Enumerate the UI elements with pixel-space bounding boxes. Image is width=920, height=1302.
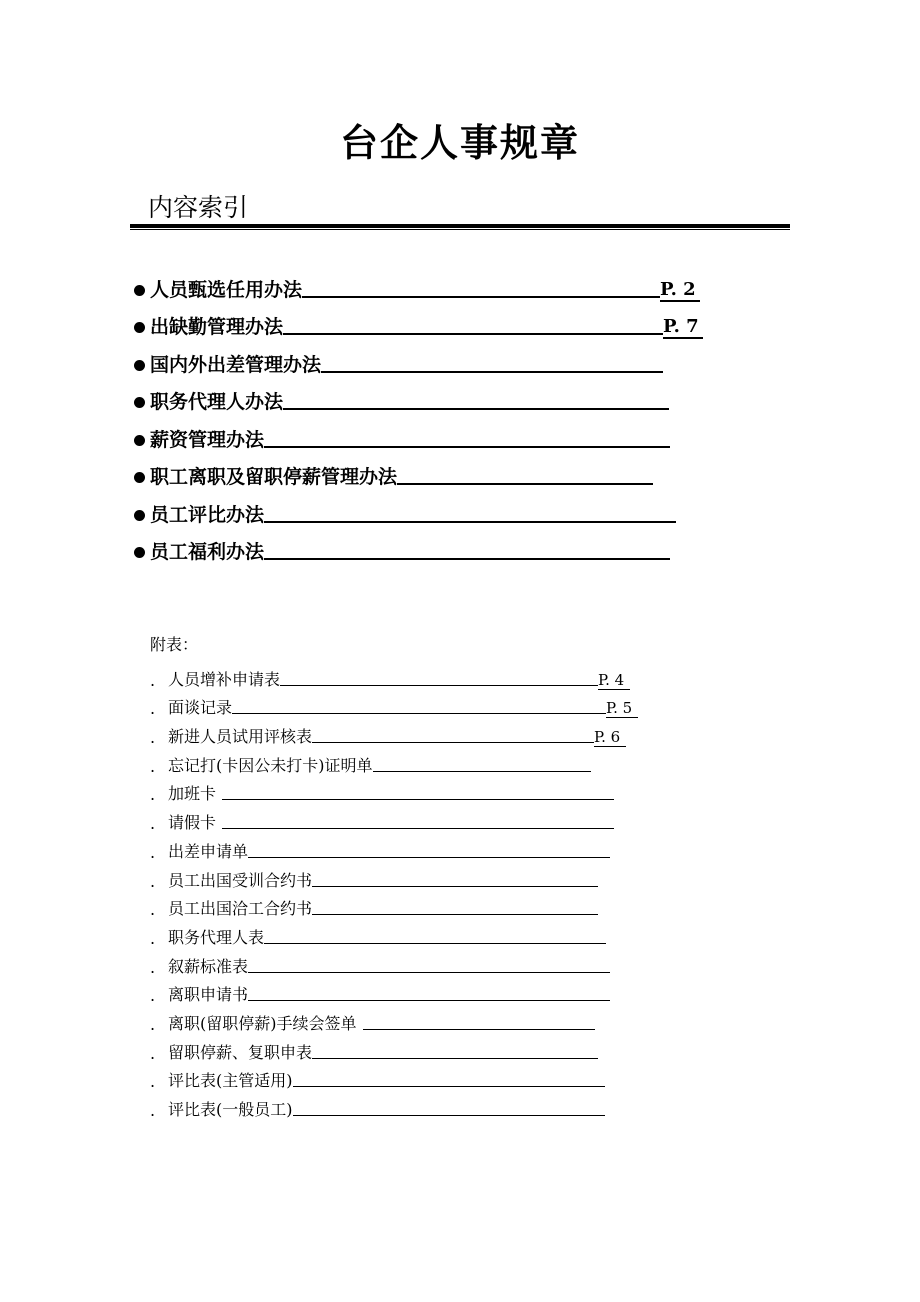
index-item[interactable] bbox=[132, 264, 732, 302]
appendix-item[interactable] bbox=[150, 948, 660, 977]
index-item[interactable] bbox=[132, 377, 732, 415]
list-marker: . bbox=[150, 957, 156, 977]
appendix-title: 附表： bbox=[150, 635, 199, 654]
appendix-item[interactable] bbox=[150, 833, 660, 862]
document-title: 台企人事规章 bbox=[339, 121, 580, 165]
list-marker: . bbox=[150, 756, 156, 776]
bullet-icon bbox=[134, 510, 145, 521]
leader-line bbox=[280, 667, 598, 686]
appendix-item[interactable] bbox=[150, 1005, 660, 1034]
leader-line bbox=[248, 954, 610, 973]
list-marker: . bbox=[150, 900, 156, 920]
index-item[interactable] bbox=[132, 302, 732, 340]
list-marker: . bbox=[150, 986, 156, 1006]
appendix-item[interactable] bbox=[150, 661, 660, 690]
list-marker: . bbox=[150, 670, 156, 690]
leader-line bbox=[283, 384, 669, 410]
list-marker: . bbox=[150, 1101, 156, 1120]
appendix-item-label: 忘记打(卡因公未打卡)证明单 bbox=[168, 755, 373, 775]
appendix-item[interactable] bbox=[150, 804, 660, 833]
index-item-label: 职务代理人办法 bbox=[150, 391, 284, 413]
appendix-list bbox=[150, 661, 660, 1120]
appendix-item[interactable] bbox=[150, 747, 660, 776]
bullet-icon bbox=[134, 322, 145, 333]
appendix-item-label: 员工出国洽工合约书 bbox=[168, 899, 313, 919]
index-item-label: 出缺勤管理办法 bbox=[150, 316, 284, 338]
leader-line bbox=[264, 925, 606, 944]
leader-line bbox=[264, 422, 670, 448]
index-item-label: 人员甄选任用办法 bbox=[150, 278, 303, 301]
appendix-item[interactable] bbox=[150, 1034, 660, 1063]
main-index-list bbox=[132, 264, 732, 564]
leader-line bbox=[293, 1068, 605, 1087]
appendix-item-page: P. 6 bbox=[594, 728, 626, 747]
leader-line bbox=[321, 347, 663, 373]
index-item-page: P. 7 bbox=[663, 316, 703, 339]
appendix-item[interactable] bbox=[150, 977, 660, 1006]
appendix-item[interactable] bbox=[150, 1091, 660, 1120]
appendix-item[interactable] bbox=[150, 718, 660, 747]
appendix-item[interactable] bbox=[150, 862, 660, 891]
leader-line bbox=[264, 497, 676, 523]
bullet-icon bbox=[134, 397, 145, 408]
appendix-item-page: P. 4 bbox=[598, 671, 630, 690]
appendix-item[interactable] bbox=[150, 776, 660, 805]
leader-line bbox=[283, 309, 663, 335]
section-divider-thick bbox=[130, 224, 790, 228]
appendix-item-label: 员工出国受训合约书 bbox=[168, 870, 313, 890]
leader-line bbox=[222, 810, 614, 829]
index-item-page: P. 2 bbox=[660, 279, 700, 302]
index-item[interactable] bbox=[132, 489, 732, 527]
leader-line bbox=[397, 459, 653, 485]
list-marker: . bbox=[150, 1072, 156, 1092]
leader-line bbox=[373, 753, 591, 772]
index-item-label: 员工福利办法 bbox=[150, 541, 265, 563]
appendix-item-label: 面谈记录 bbox=[168, 698, 233, 718]
bullet-icon bbox=[134, 435, 145, 446]
list-marker: . bbox=[150, 814, 156, 834]
index-item[interactable] bbox=[132, 414, 732, 452]
bullet-icon bbox=[134, 472, 145, 483]
index-item[interactable] bbox=[132, 527, 732, 565]
appendix-item-label: 职务代理人表 bbox=[168, 927, 265, 947]
appendix-item[interactable] bbox=[150, 919, 660, 948]
list-marker: . bbox=[150, 842, 156, 862]
appendix-item-label: 请假卡 bbox=[168, 813, 217, 833]
list-marker: . bbox=[150, 871, 156, 891]
appendix-item[interactable] bbox=[150, 1063, 660, 1092]
appendix-item-label: 留职停薪、复职申表 bbox=[168, 1042, 313, 1062]
appendix-item-label: 离职申请书 bbox=[168, 985, 249, 1005]
section-title: 内容索引 bbox=[148, 193, 249, 222]
appendix-item-label: 出差申请单 bbox=[168, 841, 249, 861]
leader-line bbox=[293, 1097, 605, 1116]
list-marker: . bbox=[150, 1043, 156, 1063]
index-item[interactable] bbox=[132, 452, 732, 490]
appendix-item[interactable] bbox=[150, 690, 660, 719]
list-marker: . bbox=[150, 785, 156, 805]
appendix-item[interactable] bbox=[150, 891, 660, 920]
appendix-item-label: 评比表(一般员工) bbox=[168, 1100, 293, 1119]
leader-line bbox=[312, 868, 598, 887]
leader-line bbox=[312, 1040, 598, 1059]
list-marker: . bbox=[150, 928, 156, 948]
index-item-label: 国内外出差管理办法 bbox=[150, 353, 322, 376]
bullet-icon bbox=[134, 360, 145, 371]
appendix-item-label: 新进人员试用评核表 bbox=[168, 727, 313, 747]
bullet-icon bbox=[134, 547, 145, 558]
section-divider-thin bbox=[130, 229, 790, 230]
leader-line bbox=[312, 724, 594, 743]
index-item[interactable] bbox=[132, 339, 732, 377]
leader-line bbox=[222, 781, 614, 800]
appendix-item-label: 离职(留职停薪)手续会签单 bbox=[168, 1013, 357, 1033]
list-marker: . bbox=[150, 699, 156, 719]
list-marker: . bbox=[150, 728, 156, 748]
appendix-item-label: 叙薪标准表 bbox=[168, 956, 249, 976]
list-marker: . bbox=[150, 1014, 156, 1034]
index-item-label: 职工离职及留职停薪管理办法 bbox=[150, 466, 398, 488]
appendix-item-label: 评比表(主管适用) bbox=[168, 1071, 293, 1091]
leader-line bbox=[248, 982, 610, 1001]
appendix-item-label: 人员增补申请表 bbox=[168, 669, 281, 689]
appendix-item-label: 加班卡 bbox=[168, 784, 217, 804]
leader-line bbox=[312, 896, 598, 915]
leader-line bbox=[248, 839, 610, 858]
index-item-label: 薪资管理办法 bbox=[150, 428, 265, 451]
leader-line bbox=[302, 272, 660, 298]
leader-line bbox=[264, 534, 670, 560]
appendix-item-page: P. 5 bbox=[606, 699, 638, 718]
leader-line bbox=[232, 695, 606, 714]
bullet-icon bbox=[134, 285, 145, 296]
leader-line bbox=[363, 1011, 595, 1030]
index-item-label: 员工评比办法 bbox=[150, 503, 265, 526]
